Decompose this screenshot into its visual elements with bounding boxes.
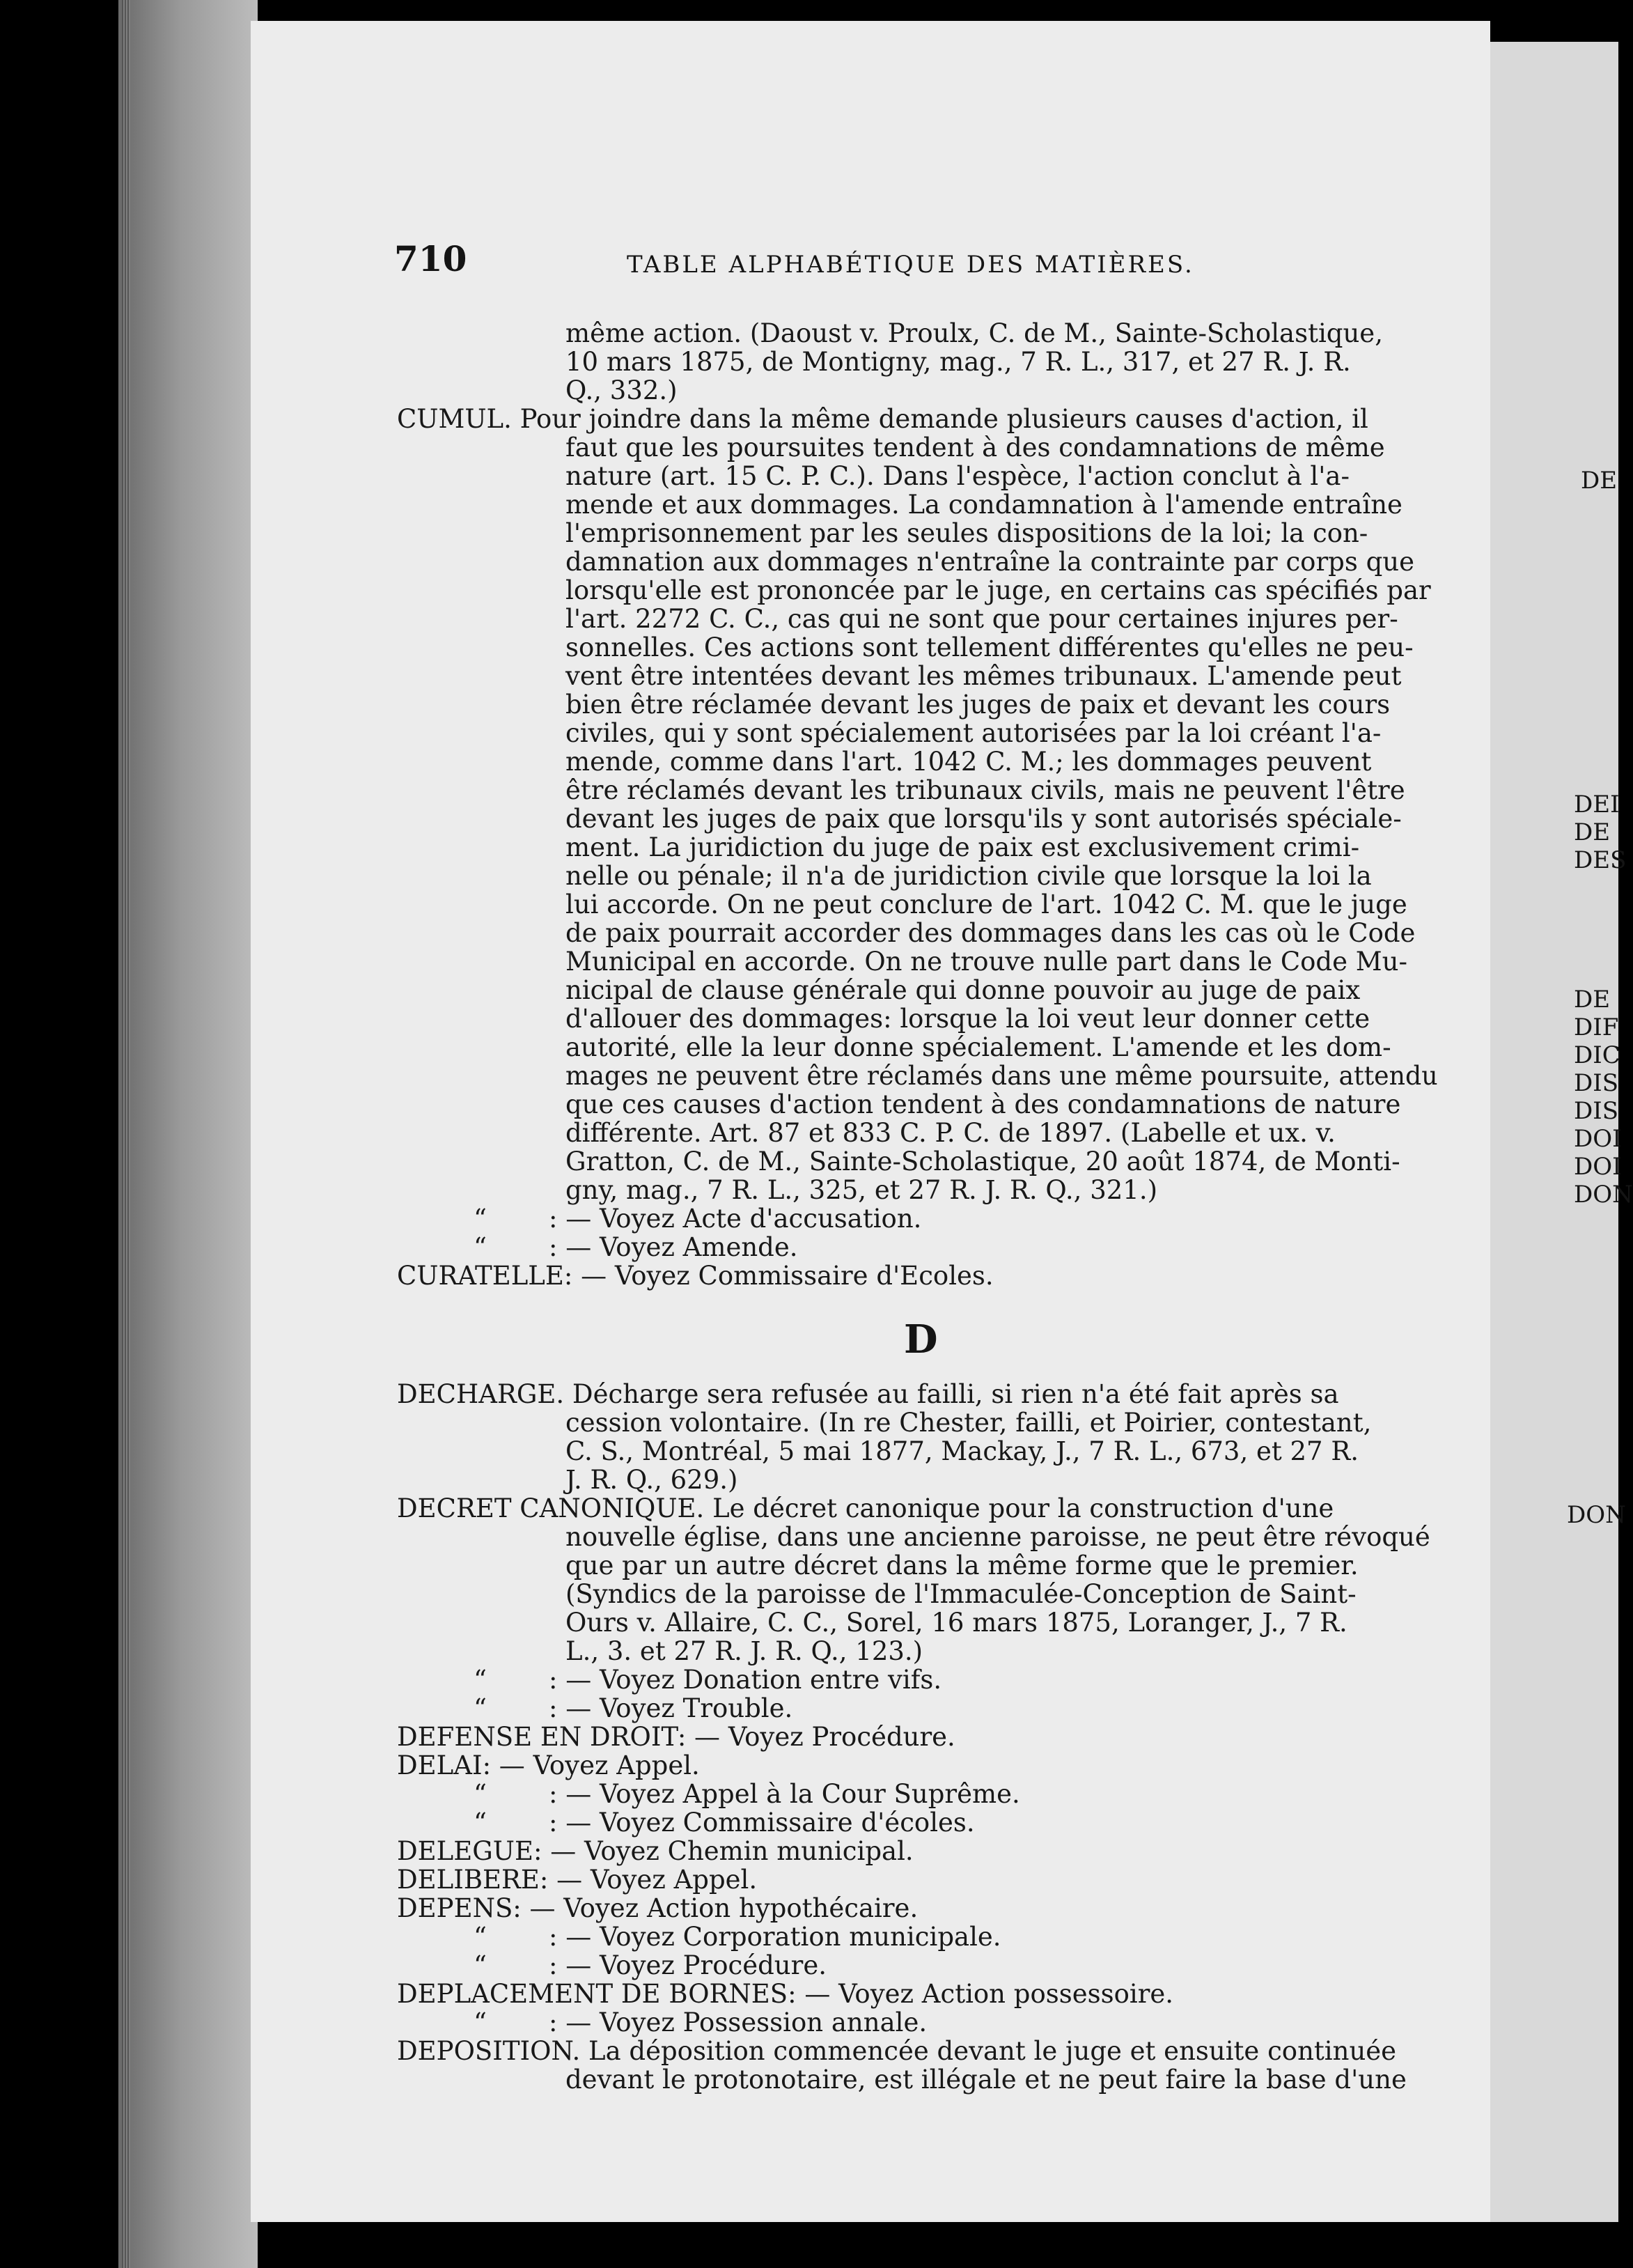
index-entry-heading: DEPENS: — Voyez Action hypothécaire. xyxy=(397,1893,919,1923)
text-line: Ours v. Allaire, C. C., Sorel, 16 mars 1875, Loranger, J., 7 R. xyxy=(565,1608,1347,1638)
text-line: civiles, qui y sont spécialement autorisées par la loi créant l'a- xyxy=(565,718,1382,748)
ditto-mark: “ xyxy=(474,1232,487,1262)
page-edges xyxy=(122,0,130,2268)
facing-page-fragment: DIF xyxy=(1574,1013,1619,1041)
section-letter: D xyxy=(904,1316,938,1362)
cross-reference: : — Voyez Procédure. xyxy=(549,1950,827,1980)
text-line: 10 mars 1875, de Montigny, mag., 7 R. L., 317, et 27 R. J. R. xyxy=(565,347,1351,377)
text-line: différente. Art. 87 et 833 C. P. C. de 1897. (Labelle et ux. v. xyxy=(565,1118,1336,1148)
facing-page-fragment: DON xyxy=(1567,1501,1626,1529)
text-line: Municipal en accorde. On ne trouve nulle part dans le Code Mu- xyxy=(565,947,1407,977)
text-line: autorité, elle la leur donne spécialement. L'amende et les dom- xyxy=(565,1032,1391,1062)
text-line: gny, mag., 7 R. L., 325, et 27 R. J. R. Q., 321.) xyxy=(565,1175,1158,1205)
index-entry-heading: DECHARGE. Décharge sera refusée au failli, si rien n'a été fait après sa xyxy=(397,1379,1339,1409)
index-entry-heading: DELEGUE: — Voyez Chemin municipal. xyxy=(397,1836,914,1866)
cross-reference: : — Voyez Amende. xyxy=(549,1232,798,1262)
facing-page-fragment: DE xyxy=(1581,467,1618,495)
text-line: mende et aux dommages. La condamnation à l'amende entraîne xyxy=(565,490,1402,520)
index-entry-heading: DELIBERE: — Voyez Appel. xyxy=(397,1865,758,1895)
text-line: vent être intentées devant les mêmes tribunaux. L'amende peut xyxy=(565,661,1402,691)
text-line: que ces causes d'action tendent à des condamnations de nature xyxy=(565,1089,1401,1119)
facing-page-fragment: DES xyxy=(1574,846,1627,874)
text-line: être réclamés devant les tribunaux civils, mais ne peuvent l'être xyxy=(565,775,1405,805)
text-line: cession volontaire. (In re Chester, failli, et Poirier, contestant, xyxy=(565,1408,1372,1438)
text-line: L., 3. et 27 R. J. R. Q., 123.) xyxy=(565,1636,923,1666)
text-line: lorsqu'elle est prononcée par le juge, en certains cas spécifiés par xyxy=(565,575,1431,605)
facing-page-fragment: DIS xyxy=(1574,1069,1618,1097)
text-line: faut que les poursuites tendent à des condamnations de même xyxy=(565,433,1385,463)
facing-page-fragment: DE xyxy=(1574,818,1611,846)
text-line: lui accorde. On ne peut conclure de l'art. 1042 C. M. que le juge xyxy=(565,890,1407,919)
book-spine-edge xyxy=(118,0,258,2268)
text-line: devant les juges de paix que lorsqu'ils y sont autorisés spéciale- xyxy=(565,804,1402,834)
ditto-mark: “ xyxy=(474,1950,487,1980)
index-entry-heading: CUMUL. Pour joindre dans la même demande plusieurs causes d'action, il xyxy=(397,404,1368,434)
facing-page-fragment: DIS xyxy=(1574,1097,1618,1125)
text-line: devant le protonotaire, est illégale et ne peut faire la base d'une xyxy=(565,2065,1407,2095)
text-line: nouvelle église, dans une ancienne paroisse, ne peut être révoqué xyxy=(565,1522,1430,1552)
ditto-mark: “ xyxy=(474,1922,487,1952)
text-line: même action. (Daoust v. Proulx, C. de M., Sainte-Scholastique, xyxy=(565,318,1383,348)
text-line: d'allouer des dommages: lorsque la loi veut leur donner cette xyxy=(565,1004,1370,1034)
facing-page-fragment: DIC xyxy=(1574,1041,1620,1069)
text-line: sonnelles. Ces actions sont tellement différentes qu'elles ne peu- xyxy=(565,632,1414,662)
text-line: nature (art. 15 C. P. C.). Dans l'espèce, l'action conclut à l'a- xyxy=(565,461,1350,491)
running-head: TABLE ALPHABÉTIQUE DES MATIÈRES. xyxy=(627,251,1194,279)
text-line: nelle ou pénale; il n'a de juridiction civile que lorsque la loi la xyxy=(565,861,1372,891)
ditto-mark: “ xyxy=(474,1808,487,1838)
text-line: bien être réclamée devant les juges de paix et devant les cours xyxy=(565,690,1391,720)
cross-reference: : — Voyez Acte d'accusation. xyxy=(549,1204,922,1234)
cross-reference: : — Voyez Donation entre vifs. xyxy=(549,1665,942,1695)
text-line: de paix pourrait accorder des dommages dans les cas où le Code xyxy=(565,918,1416,948)
ditto-mark: “ xyxy=(474,1779,487,1809)
text-line: Gratton, C. de M., Sainte-Scholastique, 20 août 1874, de Monti- xyxy=(565,1147,1400,1176)
index-entry-heading: DEPLACEMENT DE BORNES: — Voyez Action possessoire. xyxy=(397,1979,1174,2009)
text-line: J. R. Q., 629.) xyxy=(565,1465,738,1495)
text-line: Q., 332.) xyxy=(565,375,678,405)
ditto-mark: “ xyxy=(474,2007,487,2037)
facing-page-fragment: DE xyxy=(1574,986,1611,1013)
index-entry-heading: CURATELLE: — Voyez Commissaire d'Ecoles. xyxy=(397,1261,994,1291)
facing-page-fragment: DOI xyxy=(1574,1125,1622,1153)
cross-reference: : — Voyez Trouble. xyxy=(549,1693,793,1723)
facing-page-fragment: DEI xyxy=(1574,791,1620,818)
cross-reference: : — Voyez Appel à la Cour Suprême. xyxy=(549,1779,1020,1809)
facing-page-fragment: DOI xyxy=(1574,1153,1622,1181)
text-line: mages ne peuvent être réclamés dans une même poursuite, attendu xyxy=(565,1061,1438,1091)
text-line: que par un autre décret dans la même forme que le premier. xyxy=(565,1551,1359,1580)
index-entry-heading: DEFENSE EN DROIT: — Voyez Procédure. xyxy=(397,1722,955,1752)
text-line: l'emprisonnement par les seules dispositions de la loi; la con- xyxy=(565,518,1368,548)
text-line: nicipal de clause générale qui donne pouvoir au juge de paix xyxy=(565,975,1361,1005)
ditto-mark: “ xyxy=(474,1204,487,1234)
cross-reference: : — Voyez Possession annale. xyxy=(549,2007,928,2037)
facing-page-fragment: DON xyxy=(1574,1181,1633,1209)
index-entry-heading: DEPOSITION. La déposition commencée devant le juge et ensuite continuée xyxy=(397,2036,1397,2066)
ditto-mark: “ xyxy=(474,1693,487,1723)
page-number: 710 xyxy=(394,238,467,279)
text-line: C. S., Montréal, 5 mai 1877, Mackay, J., 7 R. L., 673, et 27 R. xyxy=(565,1436,1359,1466)
text-line: l'art. 2272 C. C., cas qui ne sont que pour certaines injures per- xyxy=(565,604,1398,634)
cross-reference: : — Voyez Corporation municipale. xyxy=(549,1922,1001,1952)
text-line: mende, comme dans l'art. 1042 C. M.; les dommages peuvent xyxy=(565,747,1372,777)
cross-reference: : — Voyez Commissaire d'écoles. xyxy=(549,1808,975,1838)
text-line: ment. La juridiction du juge de paix est exclusivement crimi- xyxy=(565,832,1360,862)
facing-page xyxy=(1476,42,1633,2222)
ditto-mark: “ xyxy=(474,1665,487,1695)
text-line: damnation aux dommages n'entraîne la contrainte par corps que xyxy=(565,547,1414,577)
index-entry-heading: DECRET CANONIQUE. Le décret canonique pour la construction d'une xyxy=(397,1493,1334,1523)
text-line: (Syndics de la paroisse de l'Immaculée-Conception de Saint- xyxy=(565,1579,1357,1609)
index-entry-heading: DELAI: — Voyez Appel. xyxy=(397,1750,700,1780)
